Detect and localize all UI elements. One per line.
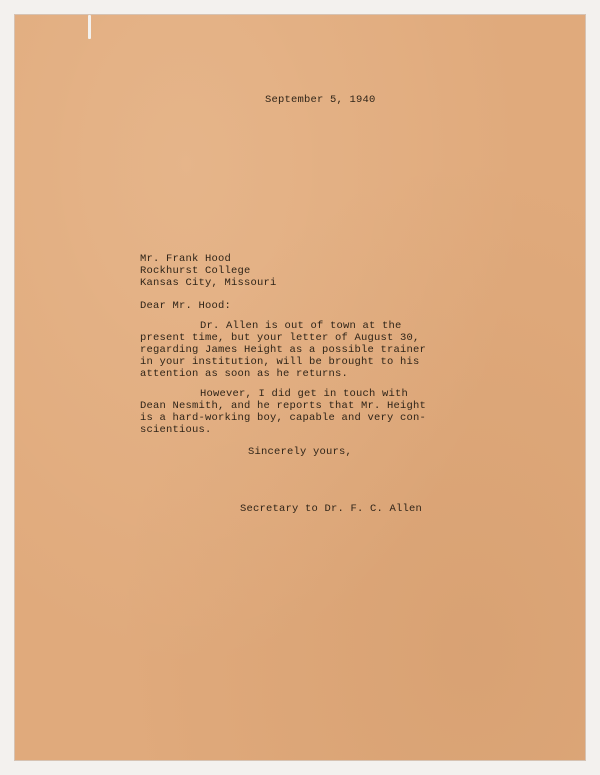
paragraph-1-line: Dr. Allen is out of town at the (200, 320, 402, 332)
recipient-city: Kansas City, Missouri (140, 277, 277, 289)
recipient-institution: Rockhurst College (140, 265, 251, 277)
paragraph-1-line: regarding James Height as a possible trainer (140, 344, 427, 356)
letter-date: September 5, 1940 (265, 94, 376, 106)
paragraph-1-line: in your institution, will be brought to his (140, 356, 420, 368)
salutation: Dear Mr. Hood: (140, 300, 232, 312)
signature-line: Secretary to Dr. F. C. Allen (240, 503, 423, 515)
closing: Sincerely yours, (248, 446, 353, 458)
paragraph-2-line: scientious. (140, 424, 212, 436)
letter-page (15, 15, 585, 760)
paragraph-1-line: present time, but your letter of August 30, (140, 332, 420, 344)
recipient-name: Mr. Frank Hood (140, 253, 232, 265)
paragraph-2-line: However, I did get in touch with (200, 388, 409, 400)
paragraph-1-line: attention as soon as he returns. (140, 368, 349, 380)
paper-notch (88, 15, 91, 39)
paragraph-2-line: is a hard-working boy, capable and very con- (140, 412, 427, 424)
paragraph-2-line: Dean Nesmith, and he reports that Mr. Height (140, 400, 427, 412)
